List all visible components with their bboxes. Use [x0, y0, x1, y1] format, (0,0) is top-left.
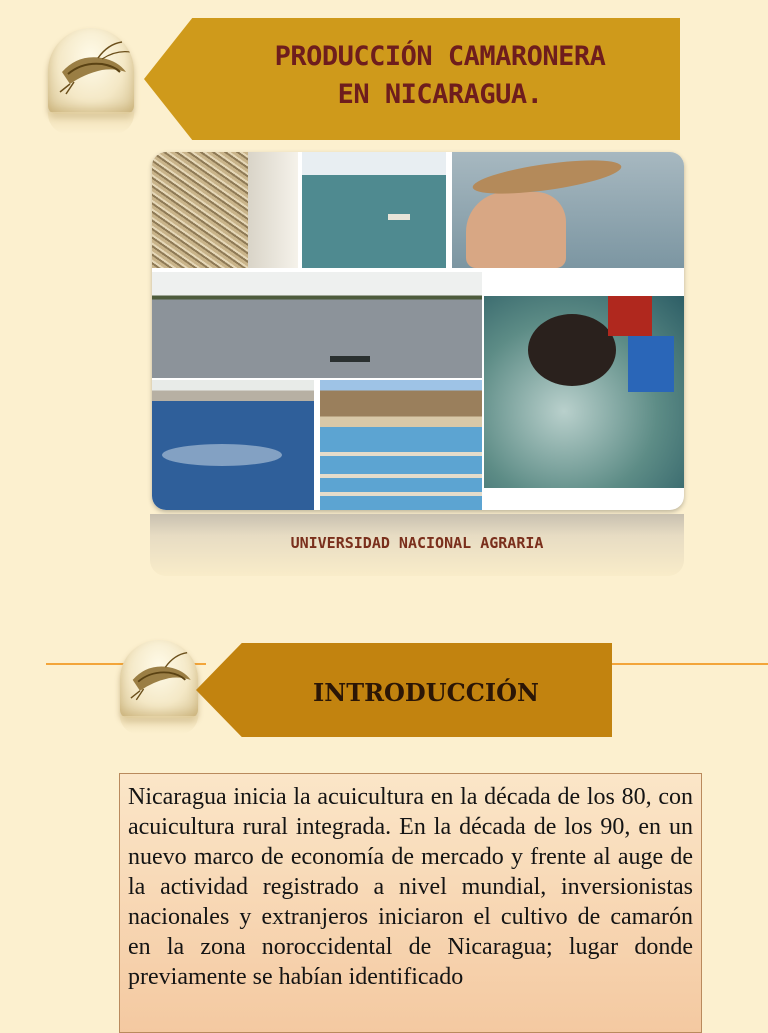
aerator-motor-shape: [628, 336, 674, 392]
pond-boat-shape: [330, 356, 370, 362]
intro-text-box: [119, 773, 702, 1033]
paddle-shape: [528, 314, 616, 386]
pond-divider: [320, 492, 482, 496]
intro-heading: INTRODUCCIÓN: [313, 678, 539, 707]
slide-title-text: PRODUCCIÓN CAMARONERA EN NICARAGUA.: [274, 41, 606, 110]
hand-shape: [466, 192, 566, 268]
shrimp-logo-badge: [48, 28, 134, 114]
shrimp-icon: [48, 28, 134, 114]
intro-paragraph: Nicaragua inicia la acuicultura en la década de los 80, con acuicultura rural integrada. En la década de los 90, en un nuevo marco de economía de mercado y frente al auge de la actividad registrado a nivel mundial, inversionistas nacionales y extranjeros iniciaron el cultivo de camarón en la zona noroccidental de Nicaragua; lugar donde previamente se habían identificado: [128, 784, 693, 990]
slide-title: [190, 38, 690, 114]
underwater-aerator-photo: [484, 296, 684, 488]
badge-reflection: [120, 716, 198, 734]
pond-boat-photo: [302, 152, 446, 268]
foam-shape: [162, 444, 282, 466]
pond-divider: [320, 474, 482, 478]
aerated-pond-photo: [152, 380, 314, 510]
boat-shape: [388, 214, 410, 220]
shrimp-in-hand-photo: [452, 152, 684, 268]
shrimp-icon: [120, 640, 198, 718]
red-float-shape: [608, 296, 652, 336]
university-name: UNIVERSIDAD NACIONAL AGRARIA: [290, 534, 544, 552]
shrimp-logo-badge: [120, 640, 198, 718]
trough-edge: [248, 152, 298, 268]
badge-reflection: [48, 112, 134, 134]
pond-divider: [320, 452, 482, 456]
large-pond-photo: [152, 272, 482, 378]
accent-line-right: [612, 663, 768, 665]
photo-collage: [152, 152, 684, 510]
ponds-mountains-photo: [320, 380, 482, 510]
